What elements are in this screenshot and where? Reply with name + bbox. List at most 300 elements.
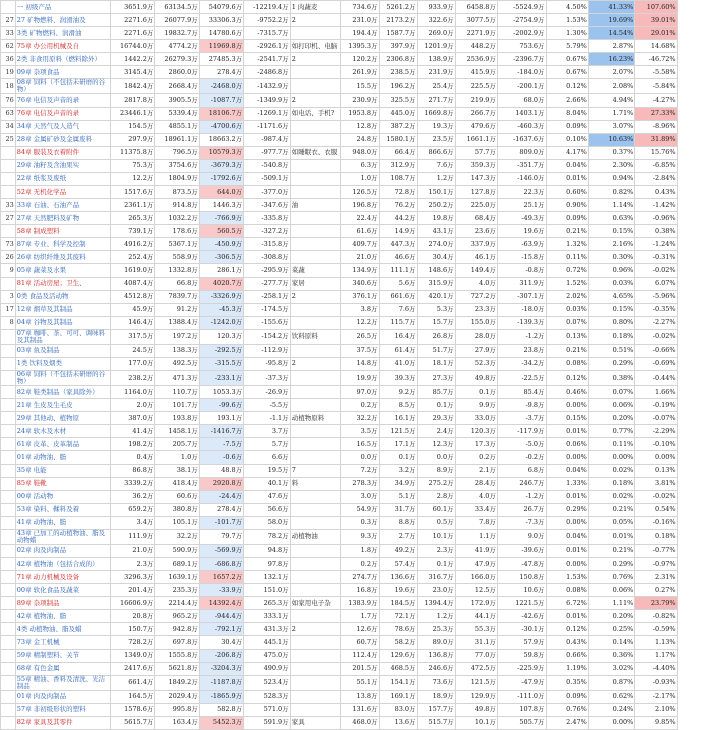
cell-p3: -0.69% xyxy=(635,357,677,370)
table-row[interactable] xyxy=(1,690,720,703)
row-index xyxy=(1,675,16,690)
cell-c6: 72.8万 xyxy=(379,186,417,199)
row-index: 9 xyxy=(1,264,16,277)
cell-c6: 468.5万 xyxy=(379,662,417,675)
table-row[interactable] xyxy=(1,716,720,729)
cell-p2: 0.24% xyxy=(588,703,635,716)
cell-c1: 387.0万 xyxy=(110,412,154,425)
cell-cat xyxy=(290,503,341,516)
cell-cat xyxy=(290,344,341,357)
table-row[interactable] xyxy=(1,172,720,185)
table-row[interactable] xyxy=(1,27,720,40)
cell-c7: 15.7万 xyxy=(417,316,455,329)
cell-c8: 47.9万 xyxy=(455,557,497,570)
cell-c4: -377.0万 xyxy=(244,186,291,199)
table-row[interactable] xyxy=(1,79,720,94)
table-row[interactable] xyxy=(1,146,720,159)
cell-c7: 2.3万 xyxy=(417,544,455,557)
cell-p3: -8.96% xyxy=(635,120,677,133)
category-name: 00章 软化食品及蔬菜 xyxy=(15,584,110,597)
table-row[interactable] xyxy=(1,329,720,344)
cell-c1: 3296.3万 xyxy=(110,571,154,584)
table-row[interactable] xyxy=(1,477,720,490)
cell-c8: 23.3万 xyxy=(455,303,497,316)
cell-p3: -0.02% xyxy=(635,264,677,277)
cell-c4: -154.2万 xyxy=(244,329,291,344)
cell-c6: 61.4万 xyxy=(379,344,417,357)
cell-p3: -1.24% xyxy=(635,238,677,251)
cell-p1: 6.72% xyxy=(546,597,588,610)
cell-c4: -977.7万 xyxy=(244,146,291,159)
row-index xyxy=(1,225,16,238)
cell-c9: 311.9万 xyxy=(497,277,546,290)
table-row[interactable] xyxy=(1,516,720,529)
cell-p3: 3.81% xyxy=(635,477,677,490)
cell-c1: 75.3万 xyxy=(110,159,154,172)
table-row[interactable] xyxy=(1,425,720,438)
cell-c7: 85.7万 xyxy=(417,386,455,399)
cell-c8: 4.0万 xyxy=(455,490,497,503)
cell-c7: 269.0万 xyxy=(417,27,455,40)
cell-c4: 40.1万 xyxy=(244,477,291,490)
cell-c4: 47.6万 xyxy=(244,490,291,503)
cell-c8: 46.1万 xyxy=(455,251,497,264)
cell-c8: 33.4万 xyxy=(455,503,497,516)
cell-c2: 138.3万 xyxy=(155,344,199,357)
cell-c6: 5261.2万 xyxy=(379,1,417,14)
cell-c2: 26279.3万 xyxy=(155,53,199,66)
cell-p1: 0.21% xyxy=(546,225,588,238)
row-index xyxy=(1,716,16,729)
table-row[interactable] xyxy=(1,199,720,212)
cell-c5: 1.0万 xyxy=(341,172,379,185)
cell-c2: 1458.1万 xyxy=(155,425,199,438)
cell-c1: 2271.6万 xyxy=(110,14,154,27)
cell-cat xyxy=(290,636,341,649)
cell-p2: 0.18% xyxy=(588,329,635,344)
table-row[interactable] xyxy=(1,212,720,225)
row-index: 19 xyxy=(1,66,16,79)
cell-c3: 1053.3万 xyxy=(199,386,243,399)
cell-cat xyxy=(290,516,341,529)
cell-c1: 3651.9万 xyxy=(110,1,154,14)
cell-c7: 1.2万 xyxy=(417,610,455,623)
cell-c8: 266.7万 xyxy=(455,107,497,120)
cell-p3: 0.43% xyxy=(635,186,677,199)
row-index: 34 xyxy=(1,120,16,133)
table-row[interactable] xyxy=(1,703,720,716)
cell-c5: 0.2万 xyxy=(341,557,379,570)
category-name: 59章 精制塑料、关节 xyxy=(15,649,110,662)
cell-c5: 3.8万 xyxy=(341,303,379,316)
cell-c1: 5615.7万 xyxy=(110,716,154,729)
table-row[interactable] xyxy=(1,344,720,357)
cell-p3: -0.02% xyxy=(635,329,677,344)
cell-c1: 3339.2万 xyxy=(110,477,154,490)
cell-c1: 2361.1万 xyxy=(110,199,154,212)
cell-c5: 3.5万 xyxy=(341,425,379,438)
cell-c4: -12219.4万 xyxy=(244,1,291,14)
category-name: 68章 有色金属 xyxy=(15,662,110,675)
row-index: 27 xyxy=(1,14,16,27)
cell-c8: 166.0万 xyxy=(455,571,497,584)
table-row[interactable] xyxy=(1,571,720,584)
row-index xyxy=(1,371,16,386)
cell-c2: 60.6万 xyxy=(155,490,199,503)
cell-cat: 如家用电子杂 xyxy=(290,597,341,610)
cell-c4: -1432.9万 xyxy=(244,79,291,94)
cell-c7: 0.5万 xyxy=(417,516,455,529)
cell-c5: 1383.9万 xyxy=(341,597,379,610)
cell-p1: 0.12% xyxy=(546,371,588,386)
cell-c5: 194.4万 xyxy=(341,27,379,40)
table-row[interactable] xyxy=(1,544,720,557)
cell-c4: -7315.7万 xyxy=(244,27,291,40)
cell-c1: 164.5万 xyxy=(110,690,154,703)
cell-c7: 27.3万 xyxy=(417,371,455,386)
cell-c3: -450.9万 xyxy=(199,238,243,251)
cell-c6: 3.2万 xyxy=(379,464,417,477)
cell-p1: 0.00% xyxy=(546,516,588,529)
cell-c9: -460.3万 xyxy=(497,120,546,133)
row-index xyxy=(1,662,16,675)
cell-c9: -225.9万 xyxy=(497,662,546,675)
cell-c7: 12.3万 xyxy=(417,438,455,451)
cell-c2: 101.7万 xyxy=(155,399,199,412)
cell-p1: 0.11% xyxy=(546,251,588,264)
cell-p1: 0.01% xyxy=(546,544,588,557)
category-name: 24章 软木及木材 xyxy=(15,425,110,438)
category-name: 03章 鱼及制品 xyxy=(15,344,110,357)
cell-c1: 1164.0万 xyxy=(110,386,154,399)
cell-p3: -0.02% xyxy=(635,490,677,503)
cell-c4: -112.9万 xyxy=(244,344,291,357)
cell-p3: 0.13% xyxy=(635,464,677,477)
cell-c7: 420.1万 xyxy=(417,290,455,303)
cell-c4: 94.8万 xyxy=(244,544,291,557)
table-row[interactable] xyxy=(1,503,720,516)
table-row[interactable] xyxy=(1,412,720,425)
cell-cat xyxy=(290,159,341,172)
cell-p1: 0.00% xyxy=(546,451,588,464)
table-row[interactable] xyxy=(1,290,720,303)
cell-c3: 2920.8万 xyxy=(199,477,243,490)
cell-c7: 2.8万 xyxy=(417,490,455,503)
cell-c5: 1.8万 xyxy=(341,544,379,557)
cell-p2: 0.94% xyxy=(588,172,635,185)
cell-p2: 0.25% xyxy=(588,623,635,636)
category-name: 1类 饮料及烟类 xyxy=(15,357,110,370)
row-index xyxy=(1,386,16,399)
cell-p3: 27.33% xyxy=(635,107,677,120)
cell-p1: 0.66% xyxy=(546,649,588,662)
cell-c2: 5339.4万 xyxy=(155,107,199,120)
cell-p1: 0.21% xyxy=(546,344,588,357)
category-name: 22章 纸浆及废纸 xyxy=(15,172,110,185)
cell-p1: 0.04% xyxy=(546,529,588,544)
cell-c4: 132.1万 xyxy=(244,571,291,584)
cell-c5: 1953.8万 xyxy=(341,107,379,120)
row-index xyxy=(1,329,16,344)
cell-c5: 0.0万 xyxy=(341,451,379,464)
table-row[interactable] xyxy=(1,159,720,172)
cell-c6: 661.6万 xyxy=(379,290,417,303)
table-row[interactable] xyxy=(1,251,720,264)
table-row[interactable] xyxy=(1,53,720,66)
cell-p1: 0.60% xyxy=(546,186,588,199)
cell-c6: 387.2万 xyxy=(379,120,417,133)
cell-c2: 110.7万 xyxy=(155,386,199,399)
cell-c8: 4.0万 xyxy=(455,277,497,290)
cell-c3: -3679.3万 xyxy=(199,159,243,172)
cell-p3: 107.60% xyxy=(635,1,677,14)
cell-c9: -5524.9万 xyxy=(497,1,546,14)
table-row[interactable] xyxy=(1,662,720,675)
cell-c6: 111.1万 xyxy=(379,264,417,277)
cell-c8: 12.5万 xyxy=(455,584,497,597)
cell-c5: 3.0万 xyxy=(341,490,379,503)
cell-c9: -2396.7万 xyxy=(497,53,546,66)
cell-c5: 16.8万 xyxy=(341,584,379,597)
cell-p1: 1.52% xyxy=(546,277,588,290)
table-row[interactable] xyxy=(1,277,720,290)
cell-c1: 146.4万 xyxy=(110,316,154,329)
cell-c8: 31.1万 xyxy=(455,636,497,649)
cell-p2: 0.38% xyxy=(588,371,635,386)
cell-c5: 19.9万 xyxy=(341,371,379,386)
cell-cat xyxy=(290,610,341,623)
cell-p3: 29.01% xyxy=(635,27,677,40)
cell-p1: 0.01% xyxy=(546,490,588,503)
cell-c1: 252.4万 xyxy=(110,251,154,264)
cell-p2: 0.37% xyxy=(588,146,635,159)
table-row[interactable] xyxy=(1,597,720,610)
cell-c6: 41.0万 xyxy=(379,357,417,370)
cell-c6: 154.1万 xyxy=(379,675,417,690)
cell-c3: -101.7万 xyxy=(199,516,243,529)
cell-c6: 83.0万 xyxy=(379,703,417,716)
cell-cat: 2 xyxy=(290,623,341,636)
cell-c7: 18.1万 xyxy=(417,357,455,370)
cell-c8: 121.5万 xyxy=(455,675,497,690)
table-row[interactable] xyxy=(1,133,720,146)
cell-p1: 4.50% xyxy=(546,1,588,14)
cell-c6: 108.7万 xyxy=(379,172,417,185)
cell-c1: 36.2万 xyxy=(110,490,154,503)
row-index xyxy=(1,464,16,477)
cell-c4: -327.2万 xyxy=(244,225,291,238)
cell-c7: 246.6万 xyxy=(417,662,455,675)
cell-c8: 127.8万 xyxy=(455,186,497,199)
cell-c1: 2271.6万 xyxy=(110,27,154,40)
cell-cat: 2 xyxy=(290,357,341,370)
row-index xyxy=(1,516,16,529)
cell-c9: 9.0万 xyxy=(497,529,546,544)
cell-p2: 0.06% xyxy=(588,584,635,597)
category-name: 00章 活动物 xyxy=(15,490,110,503)
category-name: 53章 染料、鞣料及着 xyxy=(15,503,110,516)
cell-c1: 150.7万 xyxy=(110,623,154,636)
table-row[interactable] xyxy=(1,120,720,133)
cell-c1: 16606.9万 xyxy=(110,597,154,610)
cell-c5: 60.7万 xyxy=(341,636,379,649)
table-row[interactable] xyxy=(1,107,720,120)
table-row[interactable] xyxy=(1,186,720,199)
table-row[interactable] xyxy=(1,438,720,451)
row-index: 18 xyxy=(1,79,16,94)
table-row[interactable] xyxy=(1,1,720,14)
cell-c1: 177.0万 xyxy=(110,357,154,370)
cell-c3: -1865.9万 xyxy=(199,690,243,703)
cell-c6: 39.3万 xyxy=(379,371,417,386)
table-row[interactable] xyxy=(1,490,720,503)
cell-p2: 0.15% xyxy=(588,303,635,316)
cell-c7: 138.9万 xyxy=(417,53,455,66)
cell-c7: 316.7万 xyxy=(417,571,455,584)
table-row[interactable] xyxy=(1,464,720,477)
table-row[interactable] xyxy=(1,94,720,107)
cell-c5: 37.5万 xyxy=(341,344,379,357)
category-name: 75章 办公用机械及自 xyxy=(15,40,110,53)
cell-c6: 169.1万 xyxy=(379,690,417,703)
row-index xyxy=(1,623,16,636)
row-index xyxy=(1,557,16,570)
cell-c8: 147.3万 xyxy=(455,172,497,185)
table-row[interactable] xyxy=(1,675,720,690)
table-row[interactable] xyxy=(1,357,720,370)
cell-c1: 2817.8万 xyxy=(110,94,154,107)
cell-c5: 196.8万 xyxy=(341,199,379,212)
category-name: 05章 蔬菜及水果 xyxy=(15,264,110,277)
table-row[interactable] xyxy=(1,14,720,27)
cell-c6: 57.4万 xyxy=(379,557,417,570)
table-row[interactable] xyxy=(1,316,720,329)
cell-p1: 0.35% xyxy=(546,675,588,690)
cell-p2: 2.07% xyxy=(588,66,635,79)
cell-c7: 250.2万 xyxy=(417,199,455,212)
cell-c9: 150.8万 xyxy=(497,571,546,584)
table-row[interactable] xyxy=(1,451,720,464)
cell-cat xyxy=(290,316,341,329)
cell-c7: 10.1万 xyxy=(417,529,455,544)
cell-c2: 38.1万 xyxy=(155,464,199,477)
cell-p2: 0.29% xyxy=(588,557,635,570)
cell-c6: 115.7万 xyxy=(379,316,417,329)
table-row[interactable] xyxy=(1,386,720,399)
cell-c4: 571.0万 xyxy=(244,703,291,716)
cell-p2: 0.62% xyxy=(588,690,635,703)
cell-c1: 317.5万 xyxy=(110,329,154,344)
row-index xyxy=(1,690,16,703)
table-row[interactable] xyxy=(1,371,720,386)
cell-c2: 995.8万 xyxy=(155,703,199,716)
cell-c5: 12.8万 xyxy=(341,120,379,133)
category-name: 76章 电信及声音的录 xyxy=(15,94,110,107)
table-row[interactable] xyxy=(1,584,720,597)
cell-c8: 0.2万 xyxy=(455,451,497,464)
cell-cat xyxy=(290,675,341,690)
cell-p2: 0.06% xyxy=(588,399,635,412)
cell-c7: 23.5万 xyxy=(417,133,455,146)
table-row[interactable] xyxy=(1,557,720,570)
cell-c6: 17.1万 xyxy=(379,438,417,451)
cell-c3: 48.8万 xyxy=(199,464,243,477)
table-row[interactable] xyxy=(1,623,720,636)
cell-c9: -30.1万 xyxy=(497,623,546,636)
cell-cat xyxy=(290,66,341,79)
cell-c5: 16.5万 xyxy=(341,438,379,451)
table-row[interactable] xyxy=(1,264,720,277)
cell-cat xyxy=(290,27,341,40)
cell-p2: 4.65% xyxy=(588,290,635,303)
cell-c3: -315.5万 xyxy=(199,357,243,370)
table-row[interactable] xyxy=(1,225,720,238)
cell-p2: 0.82% xyxy=(588,186,635,199)
cell-c2: 1804.9万 xyxy=(155,172,199,185)
cell-c1: 12.2万 xyxy=(110,172,154,185)
cell-c3: 27485.3万 xyxy=(199,53,243,66)
cell-c1: 659.2万 xyxy=(110,503,154,516)
cell-c1: 21.0万 xyxy=(110,544,154,557)
table-row[interactable] xyxy=(1,66,720,79)
cell-p1: 0.01% xyxy=(546,172,588,185)
cell-c1: 2417.6万 xyxy=(110,662,154,675)
cell-p1: 2.47% xyxy=(546,716,588,729)
cell-c1: 154.5万 xyxy=(110,120,154,133)
cell-c9: -1.2万 xyxy=(497,490,546,503)
cell-p3: 1.66% xyxy=(635,386,677,399)
cell-p3: 15.76% xyxy=(635,146,677,159)
cell-c8: 149.4万 xyxy=(455,264,497,277)
cell-c3: 30.4万 xyxy=(199,636,243,649)
table-row[interactable] xyxy=(1,649,720,662)
cell-c6: 72.1万 xyxy=(379,610,417,623)
cell-c3: 4020.7万 xyxy=(199,277,243,290)
cell-c6: 49.2万 xyxy=(379,544,417,557)
cell-c5: 54.9万 xyxy=(341,503,379,516)
cell-c8: 33.0万 xyxy=(455,412,497,425)
table-row[interactable] xyxy=(1,636,720,649)
table-row[interactable] xyxy=(1,303,720,316)
cell-cat xyxy=(290,544,341,557)
cell-p3: -0.10% xyxy=(635,438,677,451)
cell-c3: -233.1万 xyxy=(199,371,243,386)
cell-c8: 448.2万 xyxy=(455,40,497,53)
cell-c9: 1403.1万 xyxy=(497,107,546,120)
cell-p2: 0.30% xyxy=(588,251,635,264)
cell-c5: 24.8万 xyxy=(341,133,379,146)
row-index xyxy=(1,357,16,370)
cell-p2: 1.71% xyxy=(588,107,635,120)
category-name: 33章 石油、石油产品 xyxy=(15,199,110,212)
cell-p2: 0.76% xyxy=(588,571,635,584)
table-row[interactable] xyxy=(1,529,720,544)
cell-c7: 51.7万 xyxy=(417,344,455,357)
cell-p1: 0.09% xyxy=(546,212,588,225)
cell-c8: 55.3万 xyxy=(455,623,497,636)
cell-c2: 965.2万 xyxy=(155,610,199,623)
cell-c7: 43.1万 xyxy=(417,225,455,238)
cell-c9: 26.7万 xyxy=(497,503,546,516)
cell-cat xyxy=(290,584,341,597)
table-row[interactable] xyxy=(1,610,720,623)
table-row[interactable] xyxy=(1,399,720,412)
table-row[interactable] xyxy=(1,238,720,251)
table-row[interactable] xyxy=(1,40,720,53)
cell-c5: 409.7万 xyxy=(341,238,379,251)
category-name: 27 矿物燃料、润滑油及 xyxy=(15,14,110,27)
cell-p1: 0.29% xyxy=(546,503,588,516)
